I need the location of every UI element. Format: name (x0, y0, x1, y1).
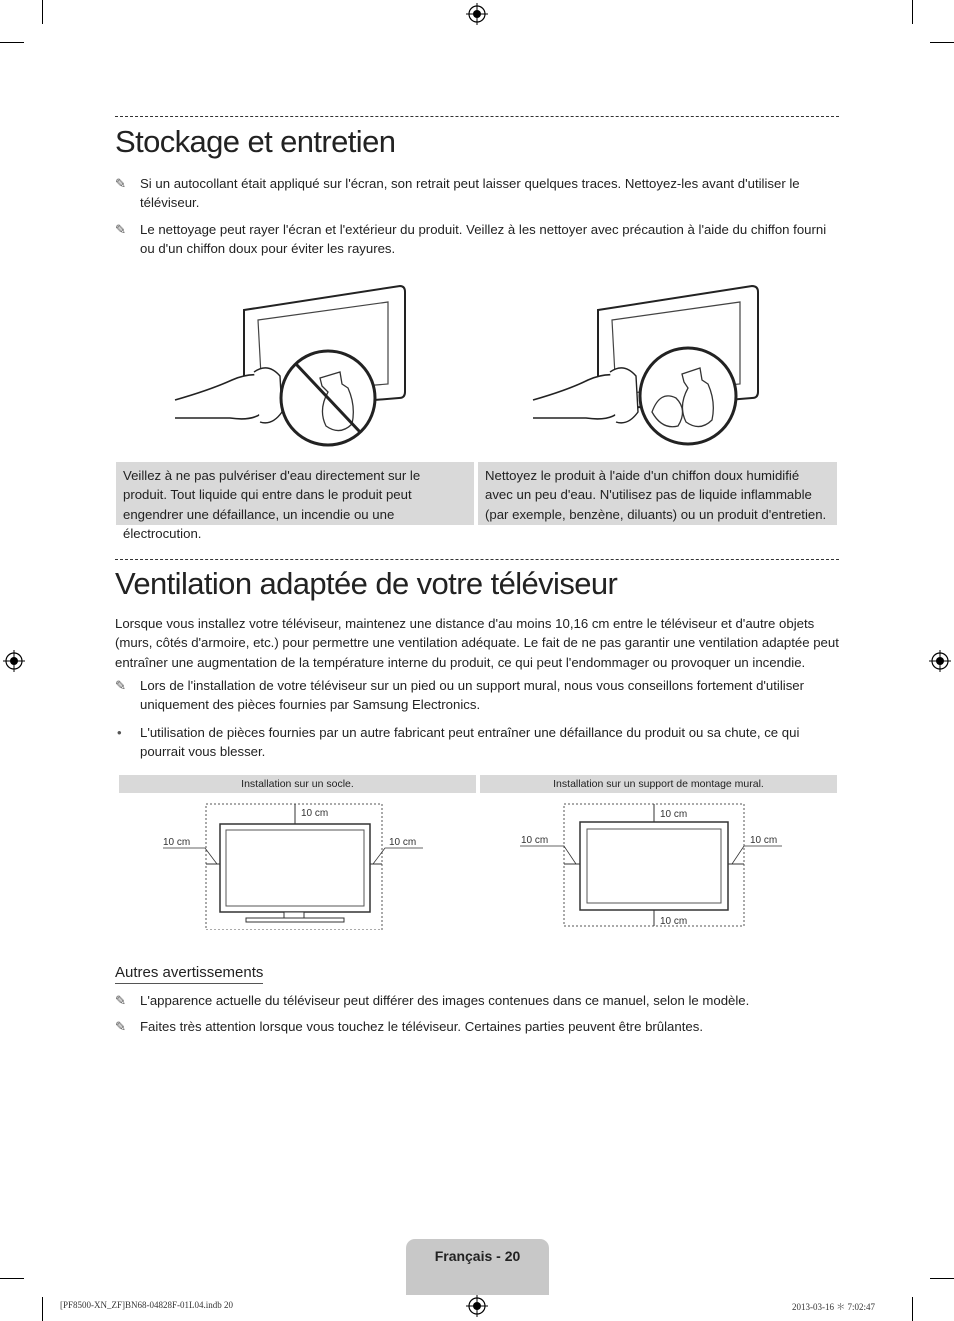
section-title-ventilation: Ventilation adaptée de votre téléviseur (115, 566, 618, 601)
section-divider (115, 559, 839, 560)
pencil-note-icon: ✎ (115, 176, 127, 191)
note-text: Si un autocollant était appliqué sur l'écran, son retrait peut laisser quelques traces. Nettoyez-les avant d'utiliser le téléviseur. (140, 176, 800, 210)
crosshair-registration-icon (466, 1295, 488, 1317)
crop-mark (912, 0, 913, 24)
crop-mark (0, 1278, 24, 1279)
distance-label-right: 10 cm (389, 837, 417, 848)
crosshair-registration-icon (929, 650, 951, 672)
caption-cloth-cleaning: Nettoyez le produit à l'aide d'un chiffon doux humidifié avec un peu d'eau. N'utilisez pas de liquide inflammable (par exemple, benzène, diluants) ou un produit d'entretien. (478, 462, 837, 525)
distance-label-left: 10 cm (521, 835, 549, 846)
caption-no-spray: Veillez à ne pas pulvériser d'eau directement sur le produit. Tout liquide qui entre dans le produit peut engendrer une défaillance, un incendie ou une électrocution. (116, 462, 474, 525)
page-number-tab: Français - 20 (406, 1239, 549, 1295)
diagram-title-stand: Installation sur un socle. (119, 775, 476, 793)
pencil-note-icon: ✎ (115, 222, 127, 237)
note-scratch (115, 221, 839, 259)
note-text: Lors de l'installation de votre téléviseur sur un pied ou un support mural, nous vous conseillons fortement d'utiliser uniquement des pièces fournies par Samsung Electronics. (140, 678, 805, 712)
note-samsung-parts (115, 677, 839, 715)
crop-mark (930, 42, 954, 43)
subsection-title-other-warnings: Autres avertissements (115, 964, 263, 984)
bullet-icon: • (117, 725, 122, 740)
pencil-note-icon: ✎ (115, 678, 127, 693)
cloth-cleaning-illustration (528, 280, 773, 450)
print-slug-right: 2013-03-16 ＊ 7:02:47 (792, 1302, 875, 1312)
crosshair-registration-icon (3, 650, 25, 672)
distance-label-left: 10 cm (163, 837, 191, 848)
distance-label-right: 10 cm (750, 835, 778, 846)
crop-mark (0, 42, 24, 43)
print-slug-left: [PF8500-XN_ZF]BN68-04828F-01L04.indb 20 (60, 1300, 234, 1310)
pencil-note-icon: ✎ (115, 993, 127, 1008)
diagram-wall-installation (480, 796, 837, 930)
distance-label-top: 10 cm (301, 808, 329, 819)
note-hot-parts (115, 1018, 839, 1037)
crop-mark (912, 1297, 913, 1321)
no-spray-illustration (170, 280, 415, 450)
note-text: Le nettoyage peut rayer l'écran et l'extérieur du produit. Veillez à les nettoyer avec précaution à l'aide du chiffon fourni ou d'un chiffon doux pour éviter les rayures. (140, 222, 827, 256)
section-title-storage: Stockage et entretien (115, 124, 396, 159)
crop-mark (42, 1297, 43, 1321)
note-sticker (115, 175, 839, 213)
crop-mark (42, 0, 43, 24)
ventilation-intro: Lorsque vous installez votre téléviseur, maintenez une distance d'au moins 10,16 cm entre le téléviseur et d'autre objets (murs, côtés d'armoire, etc.) pour permettre une ventilation adéquate. Le fait de ne pas garantir une ventilation adaptée peut entraîner une augmentation de la température interne du produit, ce qui peut l'endommager ou provoquer un incendie. (115, 616, 839, 670)
pencil-note-icon: ✎ (115, 1019, 127, 1034)
distance-label-top: 10 cm (660, 809, 688, 820)
distance-label-bottom: 10 cm (660, 916, 688, 927)
crop-mark (930, 1278, 954, 1279)
bullet-text: L'utilisation de pièces fournies par un autre fabricant peut entraîner une défaillance du produit ou sa chute, ce qui pourrait vous blesser. (140, 725, 800, 759)
note-text: Faites très attention lorsque vous touchez le téléviseur. Certaines parties peuvent être brûlantes. (140, 1019, 703, 1034)
note-text: L'apparence actuelle du téléviseur peut différer des images contenues dans ce manuel, selon le modèle. (140, 993, 750, 1008)
note-appearance (115, 992, 839, 1011)
bullet-other-parts (115, 724, 839, 762)
diagram-stand-installation (119, 796, 476, 930)
crosshair-registration-icon (466, 3, 488, 25)
section-divider (115, 116, 839, 117)
diagram-title-wall: Installation sur un support de montage mural. (480, 775, 837, 793)
